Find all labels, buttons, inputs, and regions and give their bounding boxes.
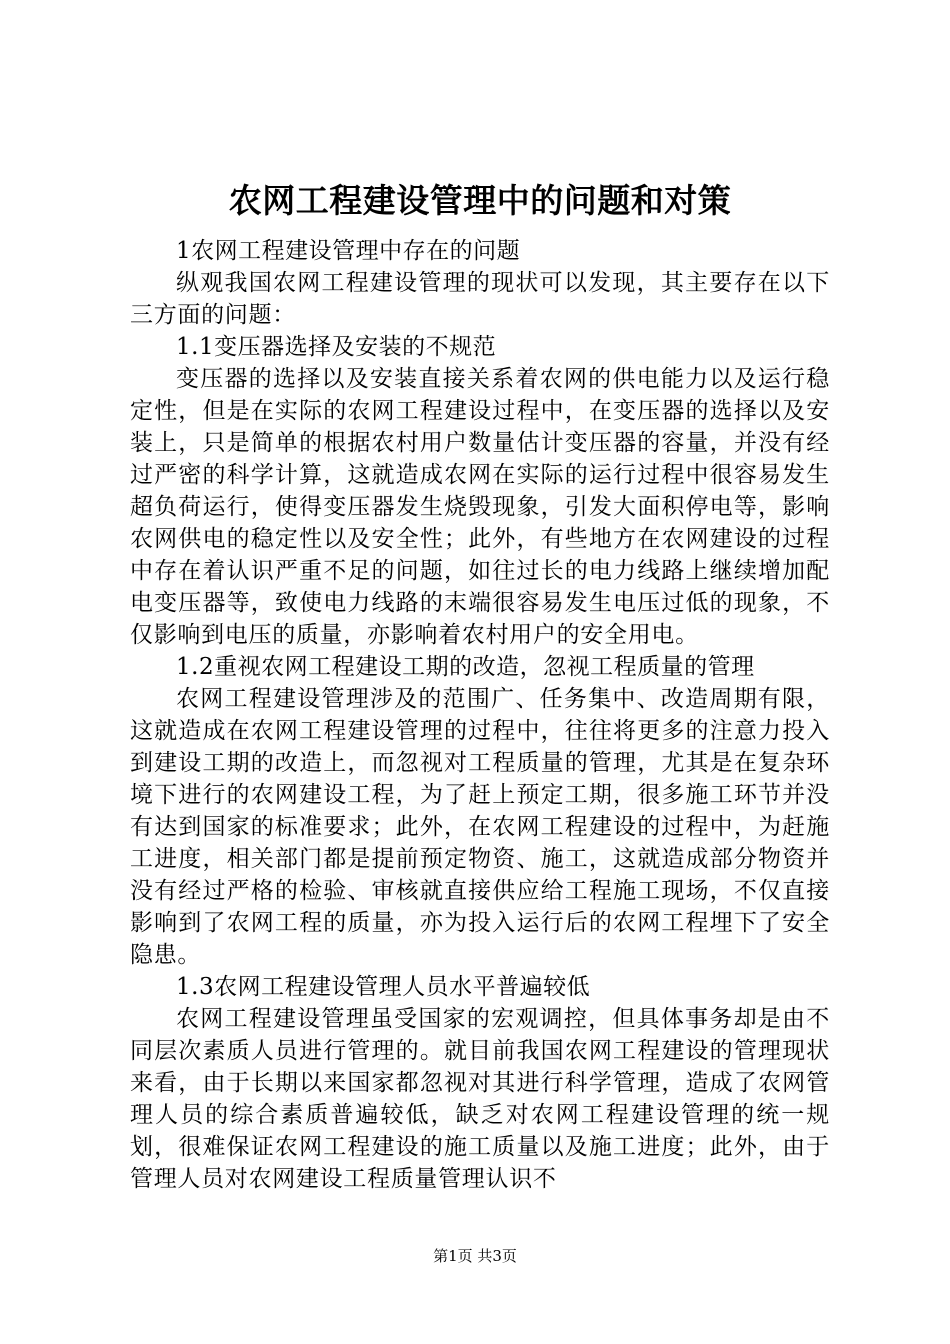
body-paragraph: 纵观我国农网工程建设管理的现状可以发现，其主要存在以下三方面的问题： — [130, 270, 830, 329]
subsection-heading: 1.1变压器选择及安装的不规范 — [176, 334, 497, 361]
subsection-heading: 1.2重视农网工程建设工期的改造，忽视工程质量的管理 — [176, 654, 755, 681]
body-paragraph: 农网工程建设管理虽受国家的宏观调控，但具体事务却是由不同层次素质人员进行管理的。就目前我国农网工程建设的管理现状来看，由于长期以来国家都忽视对其进行科学管理，造成了农网管理人员的综合素质普遍较低，缺乏对农网工程建设管理的统一规划，很难保证农网工程建设的施工质量以及施工进度；此外，由于管理人员对农网建设工程质量管理认识不 — [130, 1006, 830, 1193]
body-paragraph: 农网工程建设管理涉及的范围广、任务集中、改造周期有限，这就造成在农网工程建设管理的过程中，往往将更多的注意力投入到建设工期的改造上，而忽视对工程质量的管理，尤其是在复杂环境下进行的农网建设工程，为了赶上预定工期，很多施工环节并没有达到国家的标准要求；此外，在农网工程建设的过程中，为赶施工进度，相关部门都是提前预定物资、施工，这就造成部分物资并没有经过严格的检验、审核就直接供应给工程施工现场，不仅直接影响到了农网工程的质量，亦为投入运行后的农网工程埋下了安全隐患。 — [130, 686, 830, 969]
document-title: 农网工程建设管理中的问题和对策 — [228, 181, 732, 220]
subsection-heading: 1.3农网工程建设管理人员水平普遍较低 — [176, 974, 591, 1001]
page-footer: 第1页 共3页 — [433, 1247, 517, 1265]
document-page — [130, 180, 830, 1195]
body-paragraph: 变压器的选择以及安装直接关系着农网的供电能力以及运行稳定性，但是在实际的农网工程建设过程中，在变压器的选择以及安装上，只是简单的根据农村用户数量估计变压器的容量，并没有经过严密的科学计算，这就造成农网在实际的运行过程中很容易发生超负荷运行，使得变压器发生烧毁现象，引发大面积停电等，影响农网供电的稳定性以及安全性；此外，有些地方在农网建设的过程中存在着认识严重不足的问题，如往过长的电力线路上继续增加配电变压器等，致使电力线路的末端很容易发生电压过低的现象，不仅影响到电压的质量，亦影响着农村用户的安全用电。 — [130, 366, 830, 649]
section-heading: 1农网工程建设管理中存在的问题 — [176, 238, 521, 265]
